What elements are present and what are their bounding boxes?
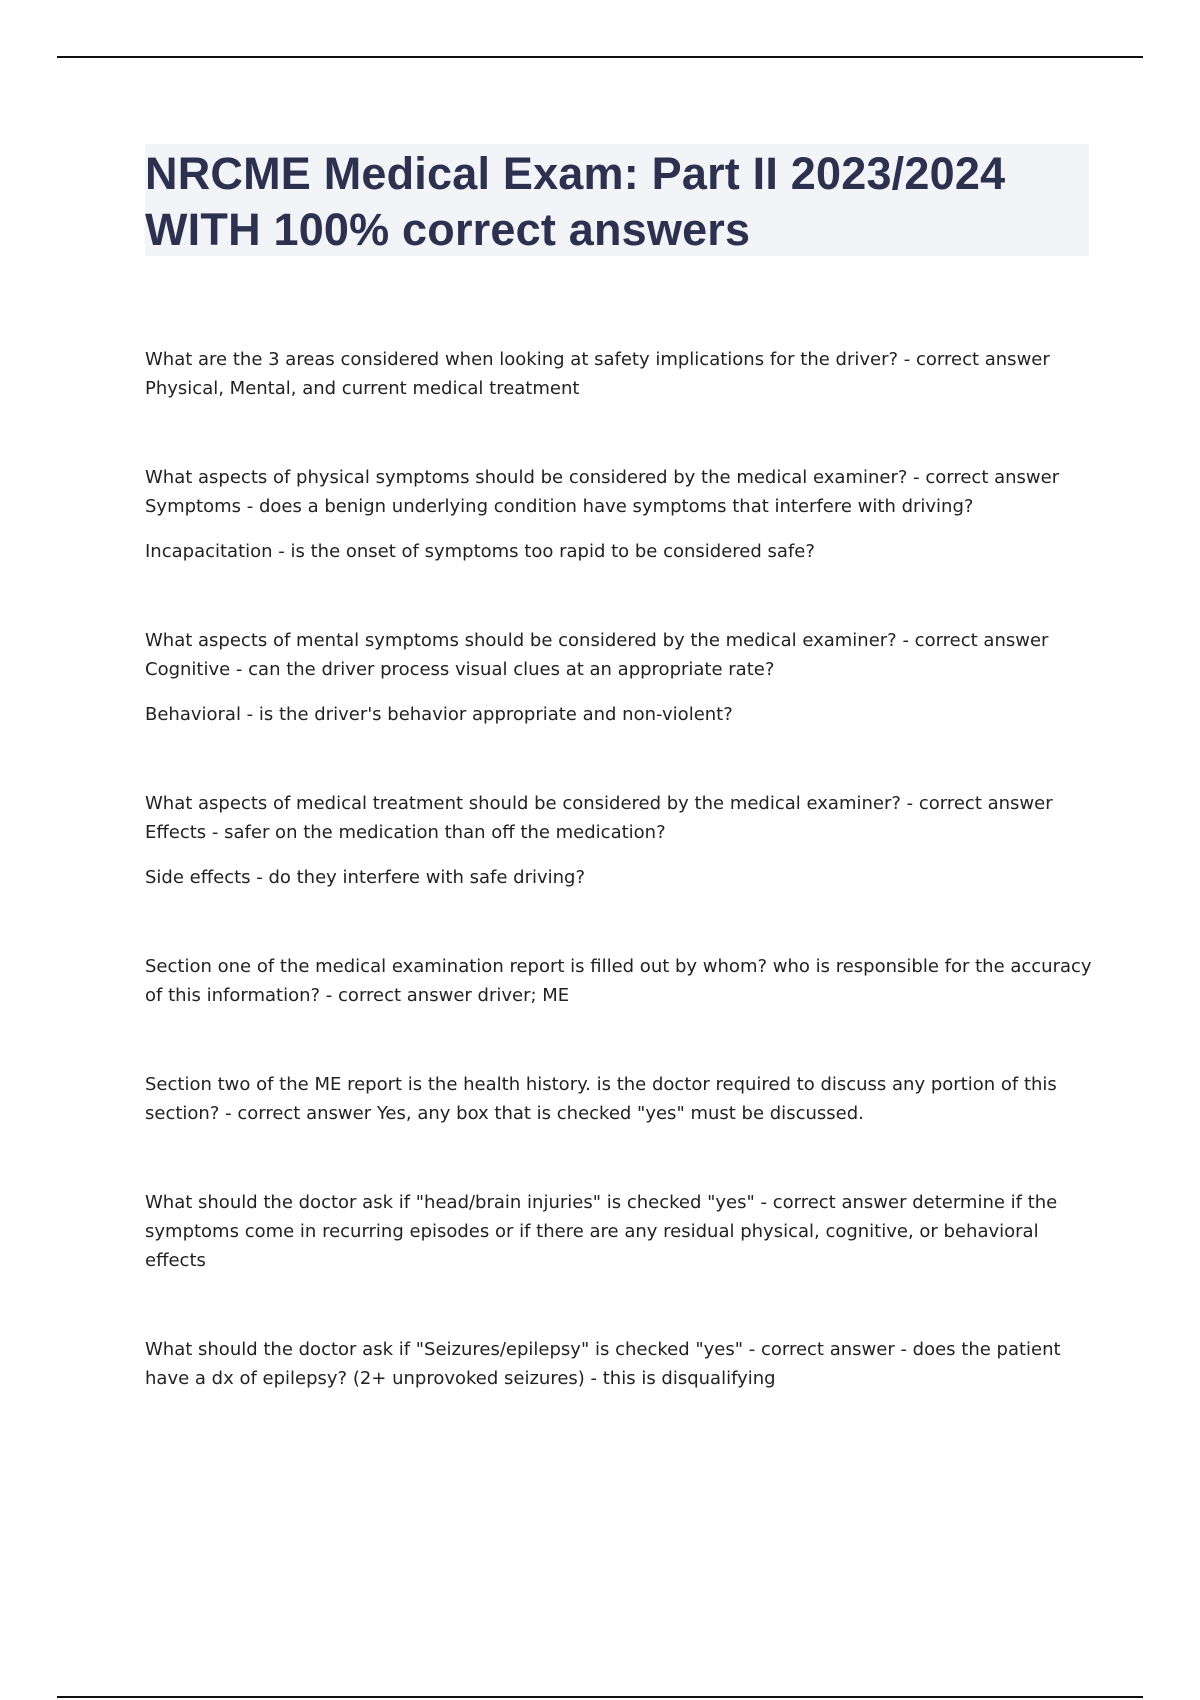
qa-item	[145, 1335, 1095, 1393]
qa-main-line	[145, 1188, 1095, 1275]
title-block	[145, 144, 1089, 256]
qa-item	[145, 1188, 1095, 1275]
answer-text: Yes, any box that is checked "yes" must be discussed.	[376, 1103, 864, 1124]
qa-item	[145, 952, 1095, 1010]
answer-text: - does the patient have a dx of epilepsy? (2+ unprovoked seizures) - this is disqualifying	[145, 1339, 1061, 1389]
question-text: What should the doctor ask if "Seizures/epilepsy" is checked "yes" -	[145, 1339, 761, 1360]
correct-answer-label: correct answer	[914, 630, 1049, 651]
answer-detail-line: Behavioral - is the driver's behavior appropriate and non-violent?	[145, 704, 733, 725]
answer-text: Physical, Mental, and current medical treatment	[145, 378, 580, 399]
question-text: Section one of the medical examination report is filled out by whom? who is responsible for the accuracy of this information? -	[145, 956, 1092, 1006]
qa-item	[145, 463, 1095, 566]
answer-text: Effects - safer on the medication than off the medication?	[145, 822, 666, 843]
qa-main-line	[145, 626, 1095, 684]
answer-text: Cognitive - can the driver process visual clues at an appropriate rate?	[145, 659, 775, 680]
answer-text: driver; ME	[477, 985, 570, 1006]
answer-text: determine if the symptoms come in recurring episodes or if there are any residual physical, cognitive, or behavioral effects	[145, 1192, 1058, 1271]
bottom-rule	[57, 1696, 1143, 1698]
qa-main-line	[145, 463, 1095, 521]
correct-answer-label: correct answer	[772, 1192, 907, 1213]
qa-list	[145, 345, 1095, 1453]
qa-item	[145, 1070, 1095, 1128]
question-text: Section two of the ME report is the health history. is the doctor required to discuss any portion of this section? -	[145, 1074, 1057, 1124]
qa-item	[145, 789, 1095, 892]
question-text: What aspects of mental symptoms should be considered by the medical examiner? -	[145, 630, 915, 651]
correct-answer-label: correct answer	[916, 349, 1050, 370]
question-text: What are the 3 areas considered when looking at safety implications for the driver? -	[145, 349, 916, 370]
qa-main-line	[145, 952, 1095, 1010]
answer-text: Symptoms - does a benign underlying condition have symptoms that interfere with driving?	[145, 496, 974, 517]
document-title: NRCME Medical Exam: Part II 2023/2024 WITH 100% correct answers	[145, 148, 1006, 255]
top-rule	[57, 56, 1143, 58]
qa-item	[145, 345, 1095, 403]
question-text: What aspects of medical treatment should be considered by the medical examiner? -	[145, 793, 919, 814]
question-text: What should the doctor ask if "head/brain injuries" is checked "yes" -	[145, 1192, 773, 1213]
qa-main-line	[145, 1070, 1095, 1128]
qa-main-line	[145, 789, 1095, 847]
answer-detail-line: Incapacitation - is the onset of symptoms too rapid to be considered safe?	[145, 541, 815, 562]
qa-item	[145, 626, 1095, 729]
qa-main-line	[145, 1335, 1095, 1393]
correct-answer-label: correct answer	[237, 1103, 372, 1124]
question-text: What aspects of physical symptoms should be considered by the medical examiner? -	[145, 467, 926, 488]
answer-detail-line: Side effects - do they interfere with safe driving?	[145, 867, 586, 888]
correct-answer-label: correct answer	[338, 985, 472, 1006]
correct-answer-label: correct answer	[760, 1339, 895, 1360]
correct-answer-label: correct answer	[918, 793, 1053, 814]
qa-main-line	[145, 345, 1095, 403]
correct-answer-label: correct answer	[925, 467, 1060, 488]
